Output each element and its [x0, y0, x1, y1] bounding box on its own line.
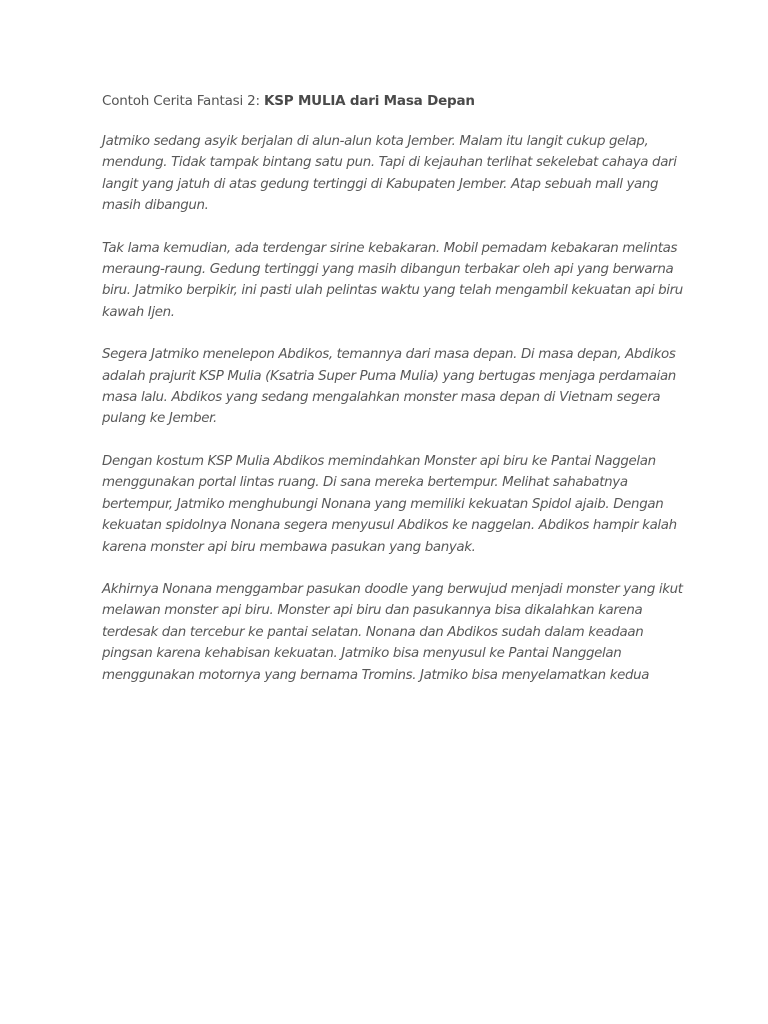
- paragraph-line: kawah Ijen.: [102, 304, 175, 320]
- paragraph-line: mendung. Tidak tampak bintang satu pun. Tapi di kejauhan terlihat sekelebat cahaya dari: [102, 155, 677, 171]
- paragraph-line: menggunakan motornya yang bernama Tromins. Jatmiko bisa menyelamatkan kedua: [102, 667, 650, 683]
- paragraph-line: biru. Jatmiko berpikir, ini pasti ulah pelintas waktu yang telah mengambil kekuatan api biru: [102, 283, 683, 299]
- paragraph-line: bertempur, Jatmiko menghubungi Nonana yang memiliki kekuatan Spidol ajaib. Dengan: [102, 496, 664, 512]
- paragraph-line: Dengan kostum KSP Mulia Abdikos memindahkan Monster api biru ke Pantai Naggelan: [102, 453, 656, 469]
- paragraph-line: masa lalu. Abdikos yang sedang mengalahkan monster masa depan di Vietnam segera: [102, 390, 661, 406]
- paragraph-line: adalah prajurit KSP Mulia (Ksatria Super Puma Mulia) yang bertugas menjaga perdamaian: [102, 368, 676, 384]
- paragraph-line: Segera Jatmiko menelepon Abdikos, temannya dari masa depan. Di masa depan, Abdikos: [102, 347, 676, 363]
- heading-prefix: Contoh Cerita Fantasi 2:: [102, 93, 264, 109]
- document-page: [102, 91, 692, 707]
- story-body: [102, 131, 692, 686]
- paragraph-line: pingsan karena kehabisan kekuatan. Jatmiko bisa menyusul ke Pantai Nanggelan: [102, 646, 622, 662]
- paragraph-line: meraung-raung. Gedung tertinggi yang masih dibangun terbakar oleh api yang berwarna: [102, 262, 674, 278]
- paragraph-line: terdesak dan tercebur ke pantai selatan. Nonana dan Abdikos sudah dalam keadaan: [102, 624, 644, 640]
- paragraph-line: Tak lama kemudian, ada terdengar sirine kebakaran. Mobil pemadam kebakaran melintas: [102, 240, 678, 256]
- paragraph-line: karena monster api biru membawa pasukan yang banyak.: [102, 539, 476, 555]
- paragraph-line: masih dibangun.: [102, 198, 209, 214]
- paragraph-line: kekuatan spidolnya Nonana segera menyusul Abdikos ke naggelan. Abdikos hampir kalah: [102, 518, 677, 534]
- story-heading: [102, 91, 692, 111]
- paragraph-line: menggunakan portal lintas ruang. Di sana mereka bertempur. Melihat sahabatnya: [102, 475, 628, 491]
- story-paragraph: [102, 238, 692, 324]
- story-paragraph: [102, 451, 692, 558]
- story-title: KSP MULIA dari Masa Depan: [263, 93, 475, 109]
- story-paragraph: [102, 131, 692, 217]
- story-paragraph: [102, 579, 692, 686]
- story-paragraph: [102, 344, 692, 430]
- paragraph-line: langit yang jatuh di atas gedung tertinggi di Kabupaten Jember. Atap sebuah mall yang: [102, 176, 659, 192]
- paragraph-line: Akhirnya Nonana menggambar pasukan doodle yang berwujud menjadi monster yang ikut: [102, 581, 683, 597]
- paragraph-line: Jatmiko sedang asyik berjalan di alun-alun kota Jember. Malam itu langit cukup gelap,: [102, 134, 649, 149]
- paragraph-line: melawan monster api biru. Monster api biru dan pasukannya bisa dikalahkan karena: [102, 603, 643, 619]
- paragraph-line: pulang ke Jember.: [102, 411, 217, 427]
